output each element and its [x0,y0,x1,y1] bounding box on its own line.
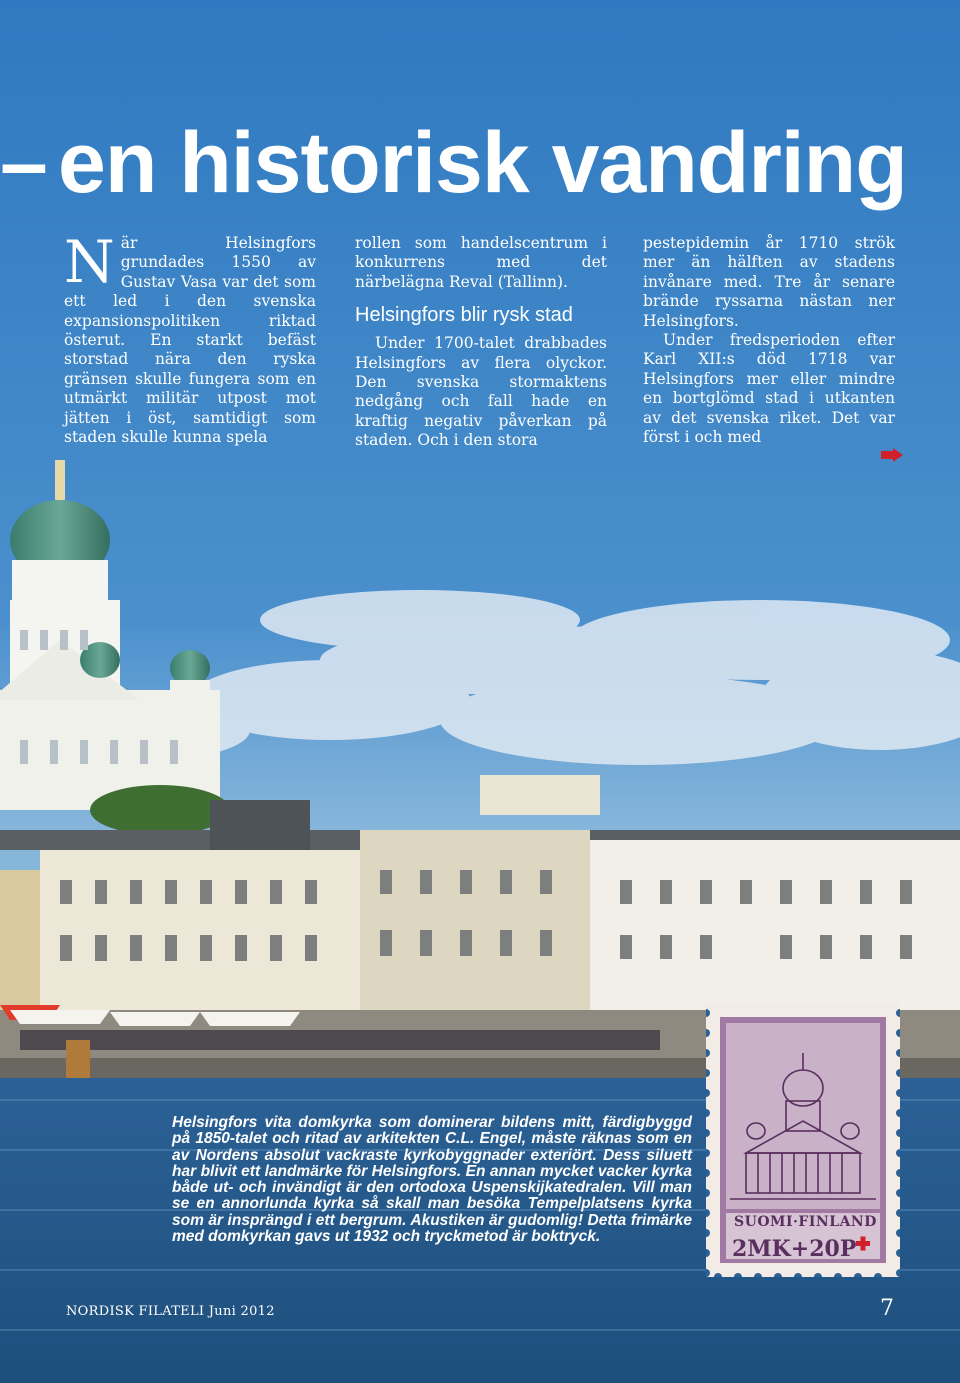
stamp-value: 2MK+20P [732,1236,857,1262]
title-dash: – [0,115,47,211]
title-text: en historisk vandring [58,115,907,211]
publication-footer: NORDISK FILATELI Juni 2012 [66,1304,275,1319]
stamp-country: SUOMI·FINLAND [734,1214,877,1230]
drop-cap: N [64,228,115,296]
article-title [0,108,960,218]
column-2-paragraph-bottom: Under 1700-talet drabbades Helsingfors av flera olyckor. Den svenska stormaktens nedgång och fall hade en kraftig negativ påverkan på staden. Och i den stora [355,334,607,450]
column-3-paragraph-top: pestepidemin år 1710 strök mer än hälften av stadens invånare med. Tre år senare brände ryssarna nästan ner Helsingfors. [643,234,895,330]
page-number: 7 [880,1296,894,1321]
text-column-3 [643,234,895,447]
arrow-right-icon [881,448,903,462]
photo-caption: Helsingfors vita domkyrka som dominerar bildens mitt, färdigbyggd på 1850-talet och ritad av arkitekten C.L. Engel, måste räknas som en av Nordens absolut vackraste kyrkobyggnader exteriört. Dess siluett har blivit ett landmärke för Helsingfors. En annan mycket vacker kyrka både ut- och invändigt är den ortodoxa Uspenskijkatedralen. Vill man se en annorlunda kyrka så skall man besöka Tempelplatsens kyrka som är insprängd i ett bergrum. Akustiken är gudomlig! Detta frimärke med domkyrkan gavs ut 1932 och tryckmetod är boktryck. [172,1114,692,1246]
column-2-paragraph-top: rollen som handelscentrum i konkurrens med det närbelägna Reval (Tallinn). [355,234,607,291]
text-column-2 [355,234,607,451]
subheading: Helsingfors blir rysk stad [355,304,573,327]
text-column-1 [64,228,316,447]
column-1-paragraph: är Helsingfors grundades 1550 av Gustav Vasa var det som ett led i den svenska expansionspolitiken riktad österut. En starkt befäst storstad nära den ryska gränsen skulle fungera som en utmärkt militär utpost mot jätten i öst, samtidigt som staden skulle kunna spela [64,234,316,447]
column-3-paragraph-bottom: Under fredsperioden efter Karl XII:s död 1718 var Helsingfors mer eller mindre en bortglömd stad i utkanten av det svenska riket. Det var först i och med [643,331,895,447]
